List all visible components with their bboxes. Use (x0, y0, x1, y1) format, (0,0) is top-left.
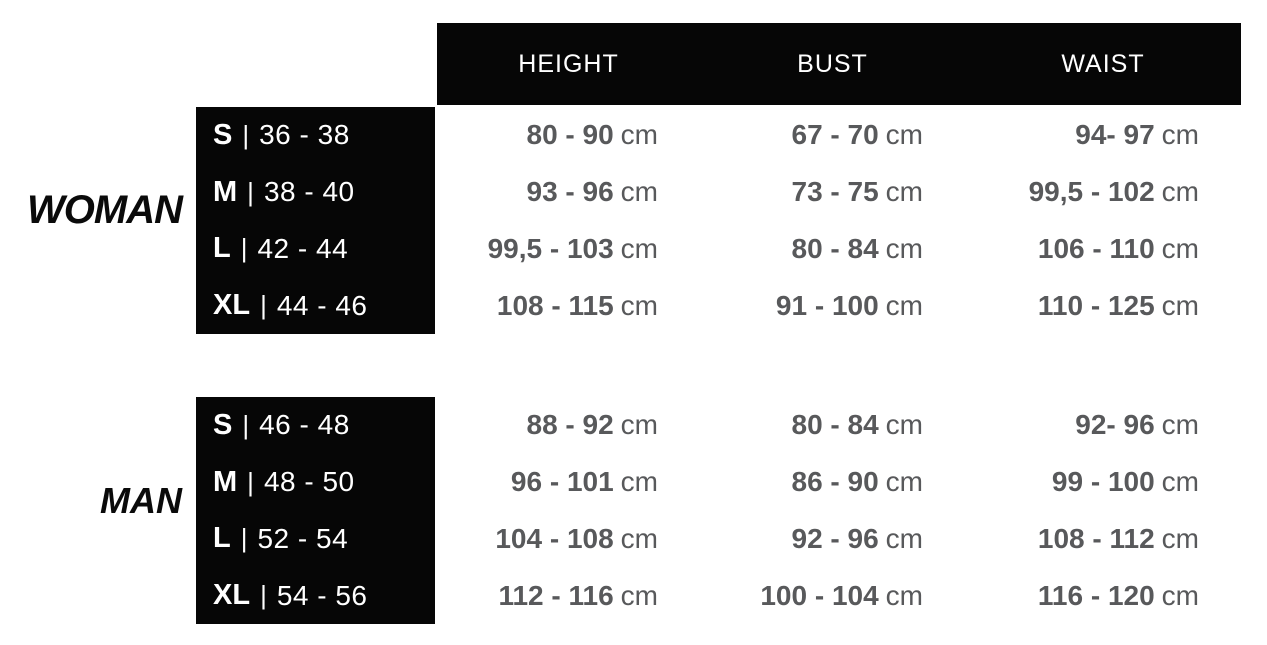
unit-label: cm (1161, 289, 1199, 321)
value: 116 - 120 (1037, 579, 1155, 611)
size-range: 48 - 50 (263, 466, 355, 498)
size-separator: | (260, 290, 267, 321)
size-row-woman-xl (196, 277, 435, 334)
size-row-man-s (196, 397, 435, 454)
value: 91 - 100 (775, 289, 879, 321)
value: 100 - 104 (760, 579, 879, 611)
unit-label: cm (620, 579, 658, 611)
unit-label: cm (620, 289, 658, 321)
unit-label: cm (885, 466, 923, 498)
value: 108 - 115 (496, 289, 614, 321)
cell-bust (700, 397, 965, 454)
cell-height (437, 511, 700, 568)
size-letter: L (213, 522, 231, 555)
unit-label: cm (1161, 119, 1199, 151)
value: 96 - 101 (510, 466, 614, 498)
column-header-waist: WAIST (1061, 49, 1145, 78)
cell-bust (700, 511, 965, 568)
size-range: 44 - 46 (276, 289, 368, 321)
cell-height (437, 397, 700, 454)
unit-label: cm (620, 522, 658, 554)
value: 73 - 75 (791, 176, 879, 208)
unit-label: cm (885, 409, 923, 441)
size-range: 38 - 40 (263, 176, 355, 208)
unit-label: cm (885, 176, 923, 208)
unit-label: cm (1161, 232, 1199, 264)
value: 106 - 110 (1037, 232, 1155, 264)
value: 94- 97 (1075, 119, 1155, 151)
size-letter: L (213, 232, 231, 265)
cell-height (437, 567, 700, 624)
unit-label: cm (885, 579, 923, 611)
cell-waist (965, 164, 1241, 221)
size-letter: M (213, 175, 238, 208)
unit-label: cm (1161, 409, 1199, 441)
size-range: 46 - 48 (259, 409, 350, 441)
value: 92- 96 (1075, 409, 1155, 441)
size-row-woman-l (196, 221, 435, 278)
size-separator: | (247, 466, 254, 497)
size-letter: XL (213, 579, 251, 612)
cell-bust (700, 221, 965, 278)
cell-waist (965, 567, 1241, 624)
size-box-woman (196, 107, 435, 334)
unit-label: cm (1161, 522, 1199, 554)
value: 110 - 125 (1037, 289, 1155, 321)
cell-height (437, 107, 700, 164)
value: 112 - 116 (498, 579, 614, 611)
value: 99,5 - 103 (487, 232, 614, 264)
size-row-woman-m (196, 164, 435, 221)
unit-label: cm (885, 119, 923, 151)
size-separator: | (242, 119, 250, 150)
size-range: 42 - 44 (257, 232, 349, 264)
data-grid-woman (437, 107, 1241, 334)
size-letter: M (213, 465, 238, 498)
data-grid-man (437, 397, 1241, 624)
value: 80 - 84 (791, 409, 879, 441)
column-header-height: HEIGHT (518, 49, 619, 78)
unit-label: cm (620, 119, 658, 151)
value: 104 - 108 (495, 522, 614, 554)
value: 80 - 90 (526, 119, 614, 151)
cell-bust (700, 277, 965, 334)
section-label-woman: WOMAN (27, 188, 182, 232)
value: 80 - 84 (791, 232, 879, 264)
unit-label: cm (885, 232, 923, 264)
column-header-bust: BUST (797, 49, 868, 78)
value: 93 - 96 (526, 176, 614, 208)
size-row-man-l (196, 511, 435, 568)
size-letter: S (213, 408, 233, 441)
unit-label: cm (885, 522, 923, 554)
cell-bust (700, 454, 965, 511)
cell-waist (965, 454, 1241, 511)
value: 88 - 92 (526, 409, 614, 441)
cell-waist (965, 277, 1241, 334)
size-row-woman-s (196, 107, 435, 164)
unit-label: cm (620, 176, 658, 208)
cell-height (437, 164, 700, 221)
unit-label: cm (1161, 579, 1199, 611)
section-label-man: MAN (100, 480, 182, 521)
value: 99 - 100 (1051, 466, 1155, 498)
size-separator: | (260, 580, 267, 611)
unit-label: cm (885, 289, 923, 321)
size-range: 52 - 54 (257, 522, 349, 554)
size-separator: | (247, 176, 254, 207)
unit-label: cm (620, 409, 658, 441)
size-range: 54 - 56 (276, 579, 368, 611)
table-header (437, 23, 1241, 105)
cell-waist (965, 107, 1241, 164)
cell-waist (965, 221, 1241, 278)
unit-label: cm (620, 232, 658, 264)
cell-height (437, 221, 700, 278)
cell-waist (965, 511, 1241, 568)
cell-bust (700, 164, 965, 221)
value: 99,5 - 102 (1028, 176, 1155, 208)
size-separator: | (242, 409, 250, 440)
size-separator: | (240, 233, 248, 264)
cell-waist (965, 397, 1241, 454)
size-range: 36 - 38 (259, 119, 350, 151)
cell-bust (700, 107, 965, 164)
size-box-man (196, 397, 435, 624)
cell-height (437, 277, 700, 334)
unit-label: cm (1161, 176, 1199, 208)
value: 108 - 112 (1037, 522, 1155, 554)
size-letter: S (213, 118, 233, 151)
value: 86 - 90 (791, 466, 879, 498)
unit-label: cm (1161, 466, 1199, 498)
value: 67 - 70 (791, 119, 879, 151)
cell-bust (700, 567, 965, 624)
size-letter: XL (213, 289, 251, 322)
size-separator: | (240, 523, 248, 554)
size-row-man-xl (196, 567, 435, 624)
value: 92 - 96 (791, 522, 879, 554)
cell-height (437, 454, 700, 511)
size-row-man-m (196, 454, 435, 511)
unit-label: cm (620, 466, 658, 498)
